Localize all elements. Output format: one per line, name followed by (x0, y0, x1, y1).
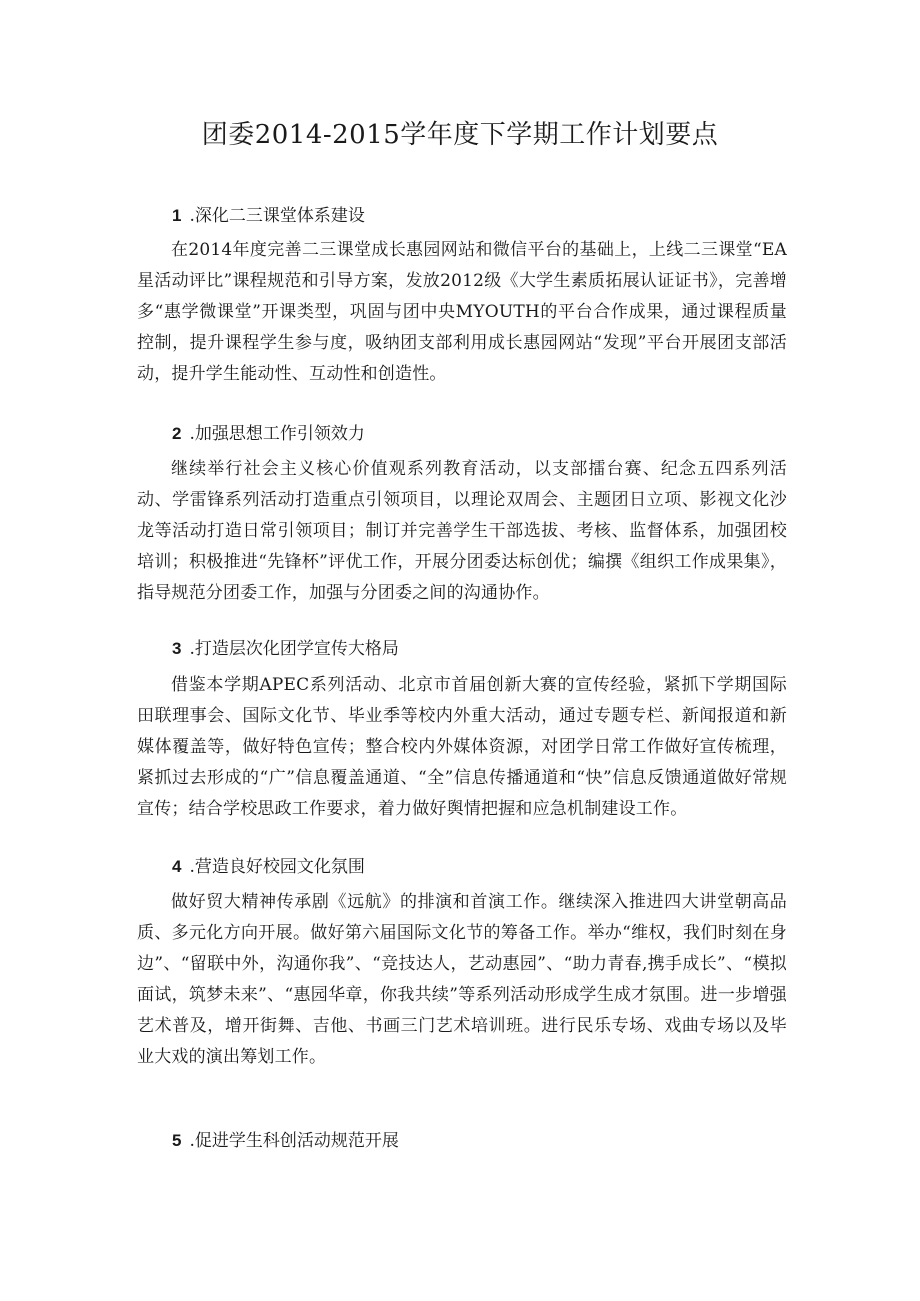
section-heading-1 (172, 202, 365, 230)
section-heading-2 (172, 420, 365, 448)
section-heading-text: .深化二三课堂体系建设 (189, 206, 365, 226)
section-body-2: 继续举行社会主义核心价值观系列教育活动，以支部擂台赛、纪念五四系列活动、学雷锋系列活动打造重点引领项目，以理论双周会、主题团日立项、影视文化沙龙等活动打造日常引领项目；制订并完善学生干部选拔、考核、监督体系，加强团校培训；积极推进“先锋杯”评优工作，开展分团委达标创优；编撰《组织工作成果集》，指导规范分团委工作，加强与分团委之间的沟通协作。 (137, 459, 787, 603)
section-heading-text: .打造层次化团学宣传大格局 (189, 639, 399, 659)
section-body-3: 借鉴本学期APEC系列活动、北京市首届创新大赛的宣传经验，紧抓下学期国际田联理事会、国际文化节、毕业季等校内外重大活动，通过专题专栏、新闻报道和新媒体覆盖等，做好特色宣传；整合校内外媒体资源，对团学日常工作做好宣传梳理，紧抓过去形成的“广”信息覆盖通道、“全”信息传播通道和“快”信息反馈通道做好常规宣传；结合学校思政工作要求，着力做好舆情把握和应急机制建设工作。 (137, 675, 787, 819)
section-number: 5 (172, 1131, 182, 1150)
section-heading-3 (172, 635, 399, 663)
section-heading-5 (172, 1127, 399, 1155)
section-heading-text: .促进学生科创活动规范开展 (189, 1131, 399, 1151)
section-heading-text: .加强思想工作引领效力 (189, 424, 365, 444)
document-title: 团委2014-2015学年度下学期工作计划要点 (201, 120, 719, 150)
section-number: 2 (172, 424, 182, 443)
section-heading-4 (172, 853, 365, 881)
section-number: 3 (172, 639, 182, 658)
section-number: 1 (172, 206, 182, 225)
section-number: 4 (172, 857, 182, 876)
section-heading-text: .营造良好校园文化氛围 (189, 857, 365, 877)
section-body-1: 在2014年度完善二三课堂成长惠园网站和微信平台的基础上，上线二三课堂“EA星活动评比”课程规范和引导方案，发放2012级《大学生素质拓展认证证书》，完善增多“惠学微课堂”开课类型，巩固与团中央MYOUTH的平台合作成果，通过课程质量控制，提升课程学生参与度，吸纳团支部利用成长惠园网站“发现”平台开展团支部活动，提升学生能动性、互动性和创造性。 (137, 240, 787, 384)
section-body-4: 做好贸大精神传承剧《远航》的排演和首演工作。继续深入推进四大讲堂朝高品质、多元化方向开展。做好第六届国际文化节的筹备工作。举办“维权，我们时刻在身边”、“留联中外，沟通你我”、“竞技达人，艺动惠园”、“助力青春,携手成长”、“模拟面试，筑梦未来”、“惠园华章，你我共续”等系列活动形成学生成才氛围。进一步增强艺术普及，增开街舞、吉他、书画三门艺术培训班。进行民乐专场、戏曲专场以及毕业大戏的演出筹划工作。 (137, 892, 787, 1067)
